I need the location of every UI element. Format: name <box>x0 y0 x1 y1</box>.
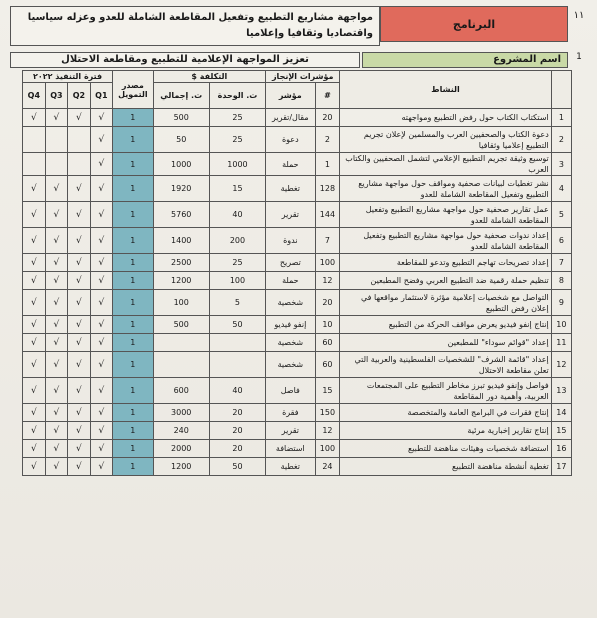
row-funding-source: 1 <box>113 176 153 202</box>
row-index: 3 <box>551 153 571 176</box>
row-q4-mark: √ <box>23 422 46 440</box>
table-row <box>23 290 572 316</box>
row-funding-source: 1 <box>113 378 153 404</box>
row-q4-mark: √ <box>23 202 46 228</box>
row-activity: إنتاج فقرات في البرامج العامة والمتخصصة <box>340 404 551 422</box>
row-q4-mark <box>23 127 46 153</box>
col-header-unit-cost: ت. الوحدة <box>209 83 265 109</box>
row-q3-mark: √ <box>45 352 67 378</box>
row-indicator-count: 20 <box>315 109 340 127</box>
row-funding-source: 1 <box>113 153 153 176</box>
col-header-hash: # <box>315 83 340 109</box>
row-q3-mark: √ <box>45 228 67 254</box>
col-header-total-cost: ت. إجمالي <box>153 83 209 109</box>
row-unit-cost: 25 <box>209 127 265 153</box>
row-q1-mark: √ <box>90 334 112 352</box>
row-index: 4 <box>551 176 571 202</box>
row-q2-mark: √ <box>68 422 90 440</box>
col-header-indicator: مؤشر <box>266 83 315 109</box>
table-row <box>23 440 572 458</box>
row-indicator-name: تقرير <box>266 422 315 440</box>
table-row <box>23 404 572 422</box>
row-indicator-count: 15 <box>315 378 340 404</box>
row-activity: إعداد تصريحات تهاجم التطبيع وتدعو للمقاطعة <box>340 254 551 272</box>
row-q2-mark: √ <box>68 176 90 202</box>
row-q1-mark: √ <box>90 127 112 153</box>
row-total-cost: 3000 <box>153 404 209 422</box>
row-q3-mark: √ <box>45 404 67 422</box>
col-header-cost: التكلفة $ <box>153 71 265 83</box>
row-q2-mark: √ <box>68 316 90 334</box>
col-header-indicators: مؤشرات الإنجاز <box>266 71 340 83</box>
table-row <box>23 316 572 334</box>
row-indicator-name: حملة <box>266 153 315 176</box>
row-activity: توسيع وثيقة تجريم التطبيع الإعلامي لتشمل الصحفيين والكتاب العرب <box>340 153 551 176</box>
row-q3-mark: √ <box>45 458 67 476</box>
row-indicator-name: مقال/تقرير <box>266 109 315 127</box>
program-label: البرنامج <box>380 6 568 42</box>
row-q4-mark: √ <box>23 316 46 334</box>
row-index: 14 <box>551 404 571 422</box>
row-total-cost: 500 <box>153 109 209 127</box>
row-q2-mark <box>68 153 90 176</box>
row-indicator-name: شخصية <box>266 290 315 316</box>
table-row <box>23 153 572 176</box>
row-funding-source: 1 <box>113 272 153 290</box>
program-row-number: ١١ <box>573 10 585 21</box>
project-label: اسم المشروع <box>362 52 568 68</box>
table-row <box>23 109 572 127</box>
row-unit-cost: 20 <box>209 440 265 458</box>
row-activity: فواصل وإنفو فيديو تبرز مخاطر التطبيع على المجتمعات العربية، وأهمية دور المقاطعة <box>340 378 551 404</box>
row-total-cost: 1200 <box>153 458 209 476</box>
row-unit-cost: 1000 <box>209 153 265 176</box>
col-header-q2: Q2 <box>68 83 90 109</box>
row-total-cost: 600 <box>153 378 209 404</box>
program-header <box>10 6 590 46</box>
row-q3-mark: √ <box>45 272 67 290</box>
row-funding-source: 1 <box>113 404 153 422</box>
row-q3-mark <box>45 153 67 176</box>
row-q1-mark: √ <box>90 254 112 272</box>
row-funding-source: 1 <box>113 316 153 334</box>
row-q1-mark: √ <box>90 176 112 202</box>
row-q4-mark: √ <box>23 272 46 290</box>
table-row <box>23 228 572 254</box>
col-header-activity: النشاط <box>340 71 551 109</box>
table-row <box>23 202 572 228</box>
row-q2-mark: √ <box>68 458 90 476</box>
row-index: 5 <box>551 202 571 228</box>
row-indicator-name: ندوة <box>266 228 315 254</box>
row-index: 17 <box>551 458 571 476</box>
row-q1-mark: √ <box>90 202 112 228</box>
row-q1-mark: √ <box>90 378 112 404</box>
row-activity: التواصل مع شخصيات إعلامية مؤثرة لاستثمار مواقعها في إعلان رفض التطبيع <box>340 290 551 316</box>
row-indicator-count: 100 <box>315 440 340 458</box>
row-q3-mark: √ <box>45 422 67 440</box>
row-indicator-name: فاصل <box>266 378 315 404</box>
program-text: مواجهة مشاريع التطبيع وتفعيل المقاطعة الشاملة للعدو وعزله سياسيا واقتصاديا وثقافيا وإعلاميا <box>10 6 380 46</box>
row-index: 10 <box>551 316 571 334</box>
row-activity: نشر تغطيات لبيانات صحفية ومواقف حول مواجهة مشاريع التطبيع وتفعيل المقاطعة الشاملة للعدو <box>340 176 551 202</box>
row-index: 8 <box>551 272 571 290</box>
row-total-cost: 100 <box>153 290 209 316</box>
row-q2-mark: √ <box>68 254 90 272</box>
row-activity: عمل تقارير صحفية حول مواجهة مشاريع التطبيع وتفعيل المقاطعة الشاملة للعدو <box>340 202 551 228</box>
row-unit-cost: 100 <box>209 272 265 290</box>
row-q3-mark: √ <box>45 378 67 404</box>
row-indicator-count: 7 <box>315 228 340 254</box>
row-q3-mark: √ <box>45 254 67 272</box>
row-funding-source: 1 <box>113 254 153 272</box>
row-index: 15 <box>551 422 571 440</box>
row-activity: تغطية أنشطة مناهضة التطبيع <box>340 458 551 476</box>
row-indicator-count: 144 <box>315 202 340 228</box>
row-q4-mark: √ <box>23 176 46 202</box>
row-index: 16 <box>551 440 571 458</box>
row-total-cost: 1920 <box>153 176 209 202</box>
row-total-cost: 1400 <box>153 228 209 254</box>
row-unit-cost: 200 <box>209 228 265 254</box>
row-total-cost: 2500 <box>153 254 209 272</box>
row-indicator-count: 60 <box>315 352 340 378</box>
row-indicator-count: 10 <box>315 316 340 334</box>
row-indicator-name: استضافة <box>266 440 315 458</box>
table-row <box>23 176 572 202</box>
row-indicator-count: 12 <box>315 272 340 290</box>
col-header-funding: مصدر التمويل <box>113 71 153 109</box>
row-indicator-count: 20 <box>315 290 340 316</box>
row-q1-mark: √ <box>90 440 112 458</box>
row-q4-mark: √ <box>23 334 46 352</box>
row-q2-mark: √ <box>68 228 90 254</box>
row-q2-mark: √ <box>68 404 90 422</box>
row-q1-mark: √ <box>90 404 112 422</box>
row-activity: إنتاج تقارير إخبارية مرئية <box>340 422 551 440</box>
row-indicator-count: 150 <box>315 404 340 422</box>
activities-table <box>22 70 572 476</box>
row-unit-cost: 5 <box>209 290 265 316</box>
row-q1-mark: √ <box>90 422 112 440</box>
row-unit-cost: 25 <box>209 109 265 127</box>
table-row <box>23 458 572 476</box>
row-activity: إعداد ندوات صحفية حول مواجهة مشاريع التطبيع وتفعيل المقاطعة الشاملة للعدو <box>340 228 551 254</box>
row-q1-mark: √ <box>90 272 112 290</box>
row-q2-mark: √ <box>68 352 90 378</box>
table-row <box>23 254 572 272</box>
row-index: 7 <box>551 254 571 272</box>
col-header-q3: Q3 <box>45 83 67 109</box>
row-indicator-name: تقرير <box>266 202 315 228</box>
row-q1-mark: √ <box>90 228 112 254</box>
row-q3-mark: √ <box>45 440 67 458</box>
row-q4-mark <box>23 153 46 176</box>
row-unit-cost: 20 <box>209 404 265 422</box>
row-q2-mark: √ <box>68 272 90 290</box>
row-indicator-count: 128 <box>315 176 340 202</box>
row-indicator-name: شخصية <box>266 352 315 378</box>
row-q1-mark: √ <box>90 352 112 378</box>
row-index: 12 <box>551 352 571 378</box>
row-q4-mark: √ <box>23 378 46 404</box>
row-q3-mark: √ <box>45 316 67 334</box>
table-row <box>23 272 572 290</box>
row-total-cost: 500 <box>153 316 209 334</box>
row-total-cost: 240 <box>153 422 209 440</box>
table-row <box>23 422 572 440</box>
row-activity: استكتاب الكتاب حول رفض التطبيع ومواجهته <box>340 109 551 127</box>
row-unit-cost: 40 <box>209 202 265 228</box>
row-q1-mark: √ <box>90 109 112 127</box>
row-indicator-name: حملة <box>266 272 315 290</box>
row-q2-mark: √ <box>68 440 90 458</box>
table-row <box>23 378 572 404</box>
row-q4-mark: √ <box>23 352 46 378</box>
col-header-q1: Q1 <box>90 83 112 109</box>
row-activity: دعوة الكتاب والصحفيين العرب والمسلمين لإعلان تجريم التطبيع إعلاميا وثقافيا <box>340 127 551 153</box>
row-funding-source: 1 <box>113 334 153 352</box>
row-funding-source: 1 <box>113 458 153 476</box>
row-indicator-name: تغطية <box>266 458 315 476</box>
col-header-q4: Q4 <box>23 83 46 109</box>
table-row <box>23 334 572 352</box>
row-unit-cost <box>209 334 265 352</box>
row-q4-mark: √ <box>23 254 46 272</box>
row-unit-cost: 40 <box>209 378 265 404</box>
row-unit-cost: 50 <box>209 458 265 476</box>
row-activity: تنظيم حملة رقمية ضد التطبيع العربي وفضح المطبعين <box>340 272 551 290</box>
row-q4-mark: √ <box>23 440 46 458</box>
row-unit-cost <box>209 352 265 378</box>
row-indicator-name: تصريح <box>266 254 315 272</box>
row-index: 1 <box>551 109 571 127</box>
row-q4-mark: √ <box>23 109 46 127</box>
row-funding-source: 1 <box>113 202 153 228</box>
row-q4-mark: √ <box>23 290 46 316</box>
row-activity: استضافة شخصيات وهيئات مناهضة للتطبيع <box>340 440 551 458</box>
row-indicator-count: 60 <box>315 334 340 352</box>
row-funding-source: 1 <box>113 290 153 316</box>
row-unit-cost: 50 <box>209 316 265 334</box>
row-indicator-name: إنفو فيديو <box>266 316 315 334</box>
row-activity: إنتاج إنفو فيديو يعرض مواقف الحركة من التطبيع <box>340 316 551 334</box>
row-unit-cost: 25 <box>209 254 265 272</box>
project-header <box>10 52 590 68</box>
row-q3-mark: √ <box>45 202 67 228</box>
row-funding-source: 1 <box>113 440 153 458</box>
row-q3-mark: √ <box>45 334 67 352</box>
row-q2-mark: √ <box>68 378 90 404</box>
row-q3-mark <box>45 127 67 153</box>
row-indicator-count: 100 <box>315 254 340 272</box>
row-q4-mark: √ <box>23 228 46 254</box>
row-q1-mark: √ <box>90 153 112 176</box>
row-total-cost: 1200 <box>153 272 209 290</box>
row-funding-source: 1 <box>113 352 153 378</box>
row-indicator-name: شخصية <box>266 334 315 352</box>
row-q1-mark: √ <box>90 316 112 334</box>
row-q4-mark: √ <box>23 404 46 422</box>
row-q2-mark: √ <box>68 202 90 228</box>
activities-table-body <box>23 109 572 476</box>
row-indicator-count: 24 <box>315 458 340 476</box>
row-q3-mark: √ <box>45 109 67 127</box>
row-total-cost: 1000 <box>153 153 209 176</box>
row-q2-mark <box>68 127 90 153</box>
row-q3-mark: √ <box>45 176 67 202</box>
project-text: تعزيز المواجهة الإعلامية للتطبيع ومقاطعة الاحتلال <box>10 52 360 68</box>
table-row <box>23 127 572 153</box>
row-q1-mark: √ <box>90 290 112 316</box>
row-index: 13 <box>551 378 571 404</box>
row-index: 2 <box>551 127 571 153</box>
row-indicator-count: 2 <box>315 127 340 153</box>
col-header-index <box>551 71 571 109</box>
row-funding-source: 1 <box>113 422 153 440</box>
row-index: 9 <box>551 290 571 316</box>
row-funding-source: 1 <box>113 127 153 153</box>
row-q2-mark: √ <box>68 290 90 316</box>
row-q1-mark: √ <box>90 458 112 476</box>
row-q3-mark: √ <box>45 290 67 316</box>
row-total-cost <box>153 352 209 378</box>
row-q4-mark: √ <box>23 458 46 476</box>
row-funding-source: 1 <box>113 228 153 254</box>
row-index: 11 <box>551 334 571 352</box>
row-total-cost: 2000 <box>153 440 209 458</box>
row-activity: إعداد "قوائم سوداء" للمطبعين <box>340 334 551 352</box>
row-funding-source: 1 <box>113 109 153 127</box>
row-total-cost: 5760 <box>153 202 209 228</box>
row-indicator-name: فقرة <box>266 404 315 422</box>
row-q2-mark: √ <box>68 334 90 352</box>
row-unit-cost: 20 <box>209 422 265 440</box>
row-indicator-name: تغطية <box>266 176 315 202</box>
col-header-period: فترة التنفيذ ٢٠٢٢ <box>23 71 113 83</box>
row-indicator-name: دعوة <box>266 127 315 153</box>
row-indicator-count: 1 <box>315 153 340 176</box>
row-total-cost: 50 <box>153 127 209 153</box>
row-total-cost <box>153 334 209 352</box>
row-activity: إعداد "قائمة الشرف" للشخصيات الفلسطينية والعربية التي تعلن مقاطعة الاحتلال <box>340 352 551 378</box>
row-unit-cost: 15 <box>209 176 265 202</box>
row-index: 6 <box>551 228 571 254</box>
row-indicator-count: 12 <box>315 422 340 440</box>
row-q2-mark: √ <box>68 109 90 127</box>
project-row-number: 1 <box>576 52 582 62</box>
table-row <box>23 352 572 378</box>
